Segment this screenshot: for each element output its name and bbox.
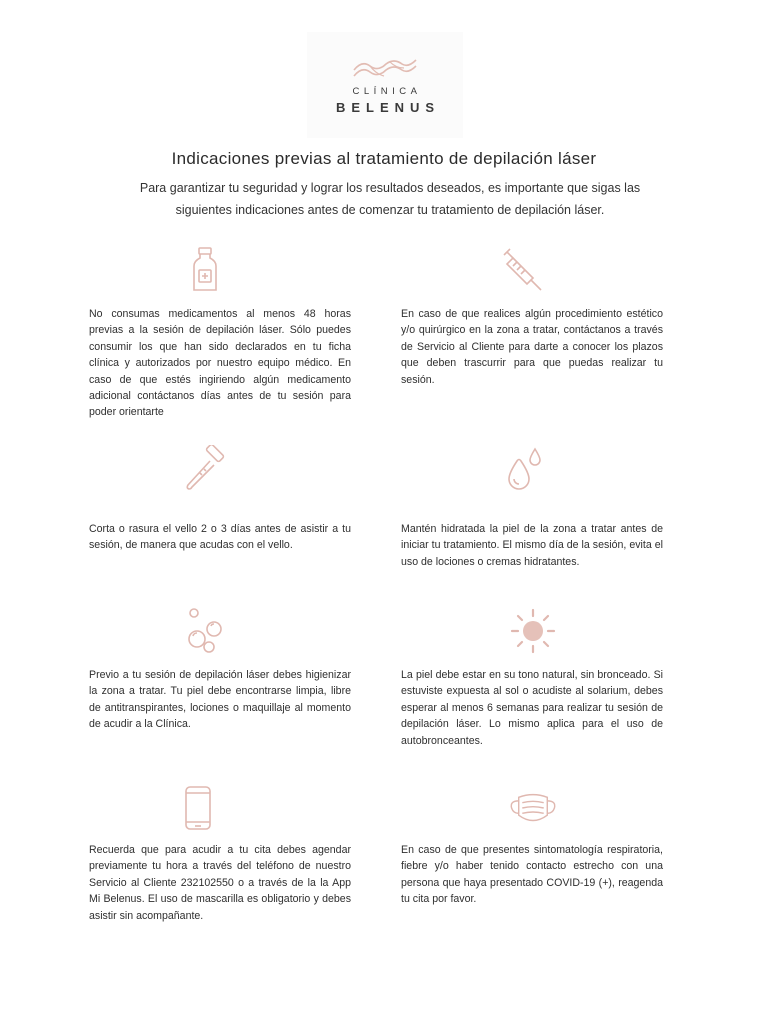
- instruction-procedures: En caso de que realices algún procedimiento estético y/o quirúrgico en la zona a tratar, contáctanos a través de Servicio al Cliente para darte a conocer los plazos que deben trascurrir para que puedas realizar tu sesión.: [401, 308, 663, 386]
- logo-text-clinica: CLÍNICA: [352, 86, 422, 97]
- smartphone-icon: [173, 783, 223, 833]
- syringe-icon: [498, 245, 548, 295]
- instruction-clean-skin: Previo a tu sesión de depilación láser debes higienizar la zona a tratar. Tu piel debe encontrarse limpia, libre de antitranspirantes, lociones o maquillaje al momento de acudir a la Clínica.: [89, 669, 351, 731]
- sun-icon: [508, 606, 558, 656]
- medicine-bottle-icon: [180, 245, 230, 295]
- page-title: Indicaciones previas al tratamiento de depilación láser: [171, 149, 597, 168]
- water-drops-icon: [500, 443, 550, 493]
- wave-logo-icon: [350, 56, 420, 80]
- instruction-no-tan: La piel debe estar en su tono natural, sin bronceado. Si estuviste expuesta al sol o acudiste al solarium, debes esperar al menos 6 semanas para realizar tu sesión de depilación láser. Lo mismo aplica para el uso de autobronceantes.: [401, 669, 663, 747]
- instruction-shave: Corta o rasura el vello 2 o 3 días antes de asistir a tu sesión, de manera que acudas con el vello.: [89, 523, 351, 552]
- instruction-hydrate: Mantén hidratada la piel de la zona a tratar antes de iniciar tu tratamiento. El mismo día de la sesión, evita el uso de lociones o cremas hidratantes.: [401, 523, 663, 568]
- intro-text: Para garantizar tu seguridad y lograr los resultados deseados, es importante que sigas las siguientes indicaciones antes de comenzar tu tratamiento de depilación láser.: [139, 181, 641, 217]
- logo-text-belenus: BELENUS: [335, 100, 441, 115]
- clinic-logo: [307, 32, 463, 138]
- instruction-medication: No consumas medicamentos al menos 48 horas previas a la sesión de depilación láser. Sólo puedes consumir los que han sido declarados en tu ficha clínica y autorizados por nuestro equipo médico. En caso de que estés ingiriendo algún medicamento adicional contáctanos días antes de tu sesión para poder orientarte: [89, 308, 351, 419]
- razor-icon: [180, 443, 230, 493]
- instruction-appointment: Recuerda que para acudir a tu cita debes agendar previamente tu hora a través del teléfono de nuestro Servicio al Cliente 232102550 o a través de la la App Mi Belenus. El uso de mascarilla es obligatorio y debes asistir sin acompañante.: [89, 844, 351, 922]
- face-mask-icon: [508, 783, 558, 833]
- instruction-covid: En caso de que presentes sintomatología respiratoria, fiebre y/o haber tenido contacto estrecho con una persona que haya presentado COVID-19 (+), reagenda tu cita por favor.: [401, 844, 663, 906]
- bubbles-icon: [180, 606, 230, 656]
